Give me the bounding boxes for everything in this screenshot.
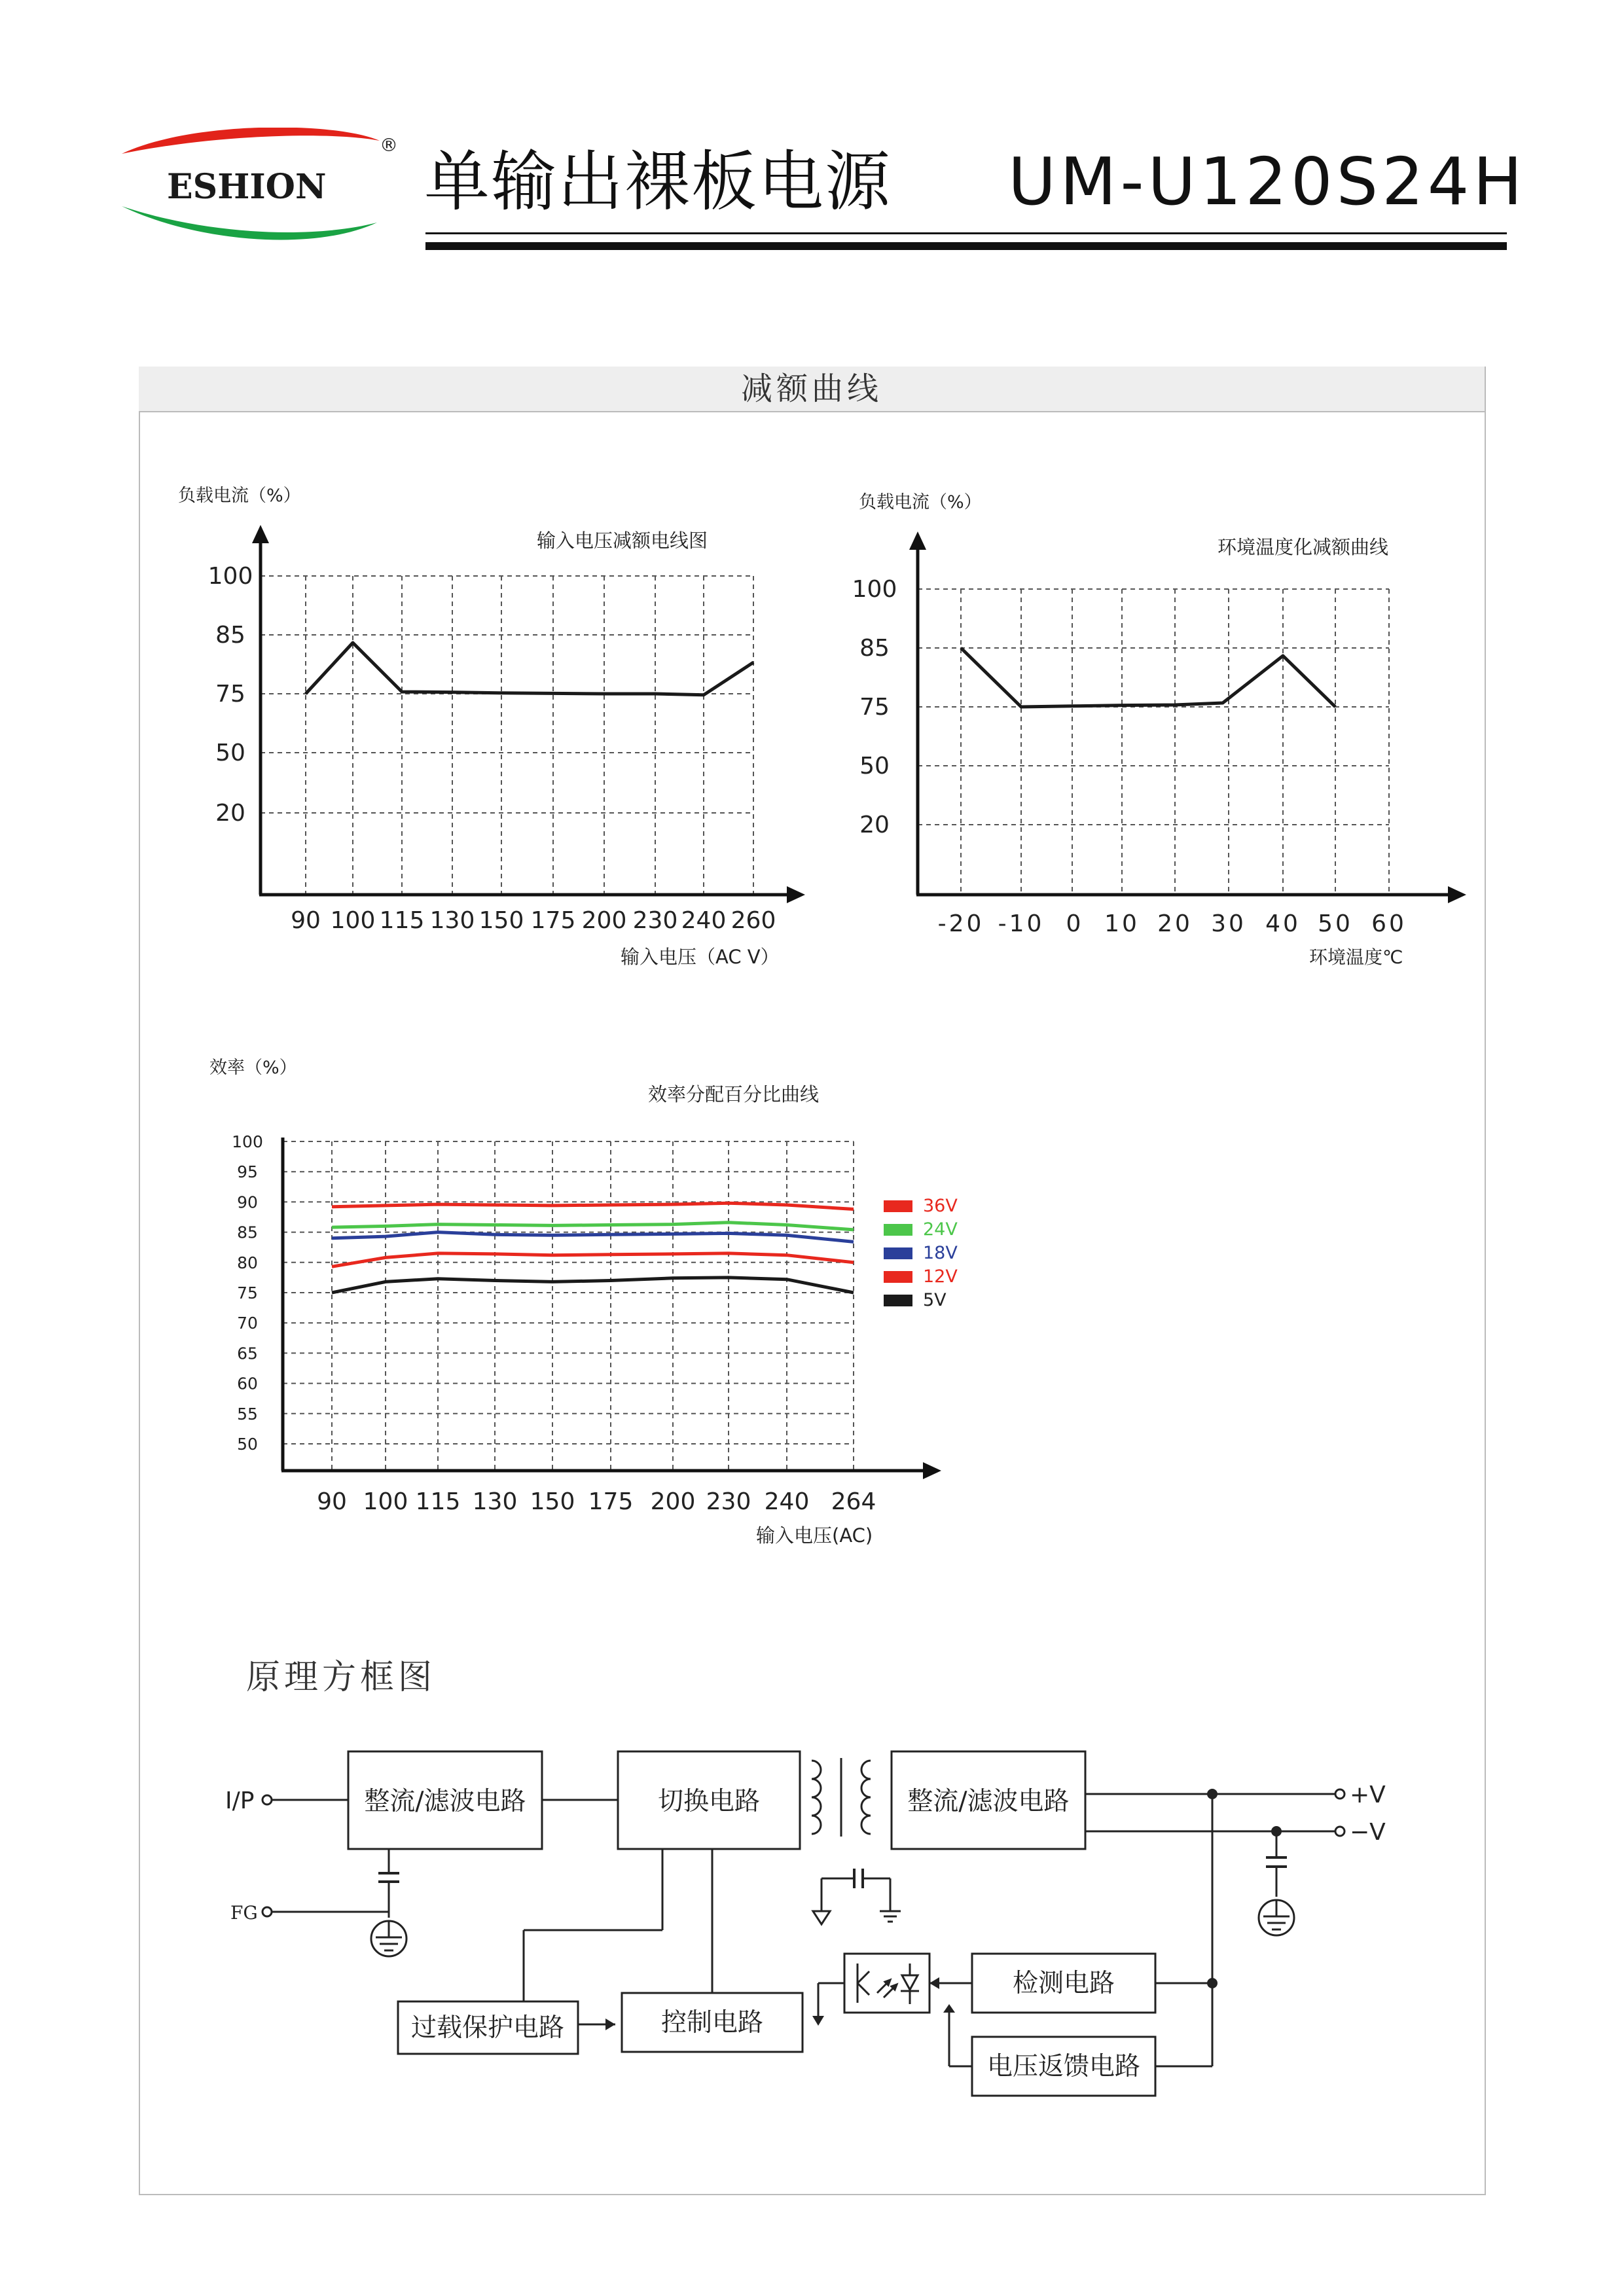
ytick-label: 85	[237, 1223, 258, 1242]
xtick-label: 230	[706, 1488, 751, 1515]
ytick-label: 75	[215, 681, 245, 708]
xtick-label: 20	[1157, 910, 1193, 937]
arrow-into-opto-detect	[929, 1977, 939, 1989]
legend-label-5V: 5V	[923, 1290, 947, 1310]
legend-label-24V: 24V	[923, 1219, 958, 1240]
control-label: 控制电路	[660, 2008, 764, 2037]
ip-label: I/P	[225, 1787, 255, 1814]
xtick-label: 10	[1104, 910, 1140, 937]
xtick-label: 175	[588, 1488, 634, 1515]
feedback-label: 电压返馈电路	[986, 2052, 1141, 2081]
legend-label-36V: 36V	[923, 1196, 958, 1216]
out-pos-terminal	[1335, 1789, 1344, 1799]
derating-section-title: 减额曲线	[740, 370, 882, 407]
out-neg-terminal	[1335, 1827, 1344, 1836]
optocoupler-icon	[844, 1954, 929, 2013]
fg-label: FG	[230, 1902, 258, 1924]
xtick-label: 100	[330, 907, 376, 934]
chart3-ylabel: 效率（%）	[209, 1058, 297, 1078]
xtick-label: 200	[581, 907, 627, 934]
xtick-label: 230	[632, 907, 678, 934]
xtick-label: 100	[363, 1488, 408, 1515]
chart3-xlabel: 输入电压(AC)	[756, 1524, 873, 1547]
junction-pos	[1207, 1789, 1218, 1799]
chart1-ylabel: 负载电流（%）	[178, 486, 301, 506]
chart3-title: 效率分配百分比曲线	[648, 1083, 820, 1105]
ytick-label: 20	[859, 812, 890, 838]
xtick-label: 200	[650, 1488, 696, 1515]
ytick-label: 85	[859, 635, 890, 662]
detection-label: 检测电路	[1012, 1969, 1115, 1998]
ytick-label: 100	[208, 563, 253, 590]
ip-terminal	[262, 1795, 272, 1804]
ytick-label: 55	[237, 1404, 258, 1424]
xtick-label: 130	[429, 907, 475, 934]
model-number: UM-U120S24H	[1008, 143, 1526, 220]
out-neg-label: −V	[1350, 1819, 1386, 1846]
xtick-label: 115	[415, 1488, 461, 1515]
xtick-label: 240	[681, 907, 727, 934]
xtick-label: 90	[291, 907, 321, 934]
xtick-label: 0	[1066, 910, 1084, 937]
output-earth-ground-icon	[1259, 1900, 1294, 1935]
xtick-label: 260	[731, 907, 776, 934]
ytick-label: 75	[237, 1283, 258, 1302]
xtick-label: 264	[831, 1488, 876, 1515]
ytick-label: 90	[237, 1193, 258, 1212]
ytick-label: 70	[237, 1314, 258, 1333]
document-title: 单输出裸板电源	[424, 143, 892, 220]
ytick-label: 80	[237, 1253, 258, 1272]
ytick-label: 100	[852, 576, 897, 603]
switching-label: 切换电路	[657, 1787, 761, 1816]
ytick-label: 50	[237, 1435, 258, 1454]
rectifier-out-label: 整流/滤波电路	[907, 1787, 1070, 1816]
block-diagram-title: 原理方框图	[246, 1658, 437, 1697]
arrow-into-control-right	[812, 2016, 824, 2026]
xtick-label: -10	[998, 910, 1045, 937]
ytick-label: 65	[237, 1344, 258, 1363]
input-earth-ground-icon	[371, 1921, 406, 1956]
ytick-label: 100	[232, 1132, 263, 1151]
xtick-label: -20	[937, 910, 984, 937]
legend-label-18V: 18V	[923, 1243, 958, 1263]
overload-label: 过载保护电路	[410, 2013, 565, 2043]
xtick-label: 150	[478, 907, 524, 934]
xtick-label: 115	[379, 907, 425, 934]
ytick-label: 20	[215, 800, 245, 827]
ytick-label: 50	[215, 740, 245, 766]
fg-terminal	[262, 1907, 272, 1916]
out-pos-label: +V	[1350, 1782, 1386, 1808]
registered-mark: ®	[380, 134, 398, 156]
xtick-label: 130	[472, 1488, 518, 1515]
ytick-label: 95	[237, 1162, 258, 1182]
rectifier-in-label: 整流/滤波电路	[364, 1787, 526, 1816]
ytick-label: 75	[859, 694, 890, 721]
legend-label-12V: 12V	[923, 1266, 958, 1287]
arrow-into-control-left	[605, 2018, 615, 2030]
xtick-label: 150	[530, 1488, 575, 1515]
xtick-label: 175	[530, 907, 576, 934]
chart2-xlabel: 环境温度℃	[1309, 946, 1403, 968]
aux-ground-icons	[813, 1911, 901, 1924]
xtick-label: 40	[1265, 910, 1301, 937]
ytick-label: 85	[215, 622, 245, 649]
xtick-label: 60	[1371, 910, 1407, 937]
arrow-into-opto-fb	[943, 2004, 955, 2013]
ytick-label: 60	[237, 1374, 258, 1393]
transformer-icon	[812, 1758, 871, 1837]
xtick-label: 240	[764, 1488, 810, 1515]
chart2-ylabel: 负载电流（%）	[859, 492, 982, 512]
junction-neg	[1271, 1826, 1282, 1837]
xtick-label: 50	[1318, 910, 1353, 937]
xtick-label: 30	[1211, 910, 1246, 937]
chart2-title: 环境温度化减额曲线	[1218, 536, 1389, 558]
chart1-xlabel: 输入电压（AC V）	[621, 946, 780, 968]
brand-wordmark: ESHION	[167, 167, 327, 207]
chart1-title: 输入电压减额电线图	[537, 529, 708, 552]
xtick-label: 90	[317, 1488, 347, 1515]
ytick-label: 50	[859, 753, 890, 780]
junction-detect	[1207, 1978, 1218, 1988]
